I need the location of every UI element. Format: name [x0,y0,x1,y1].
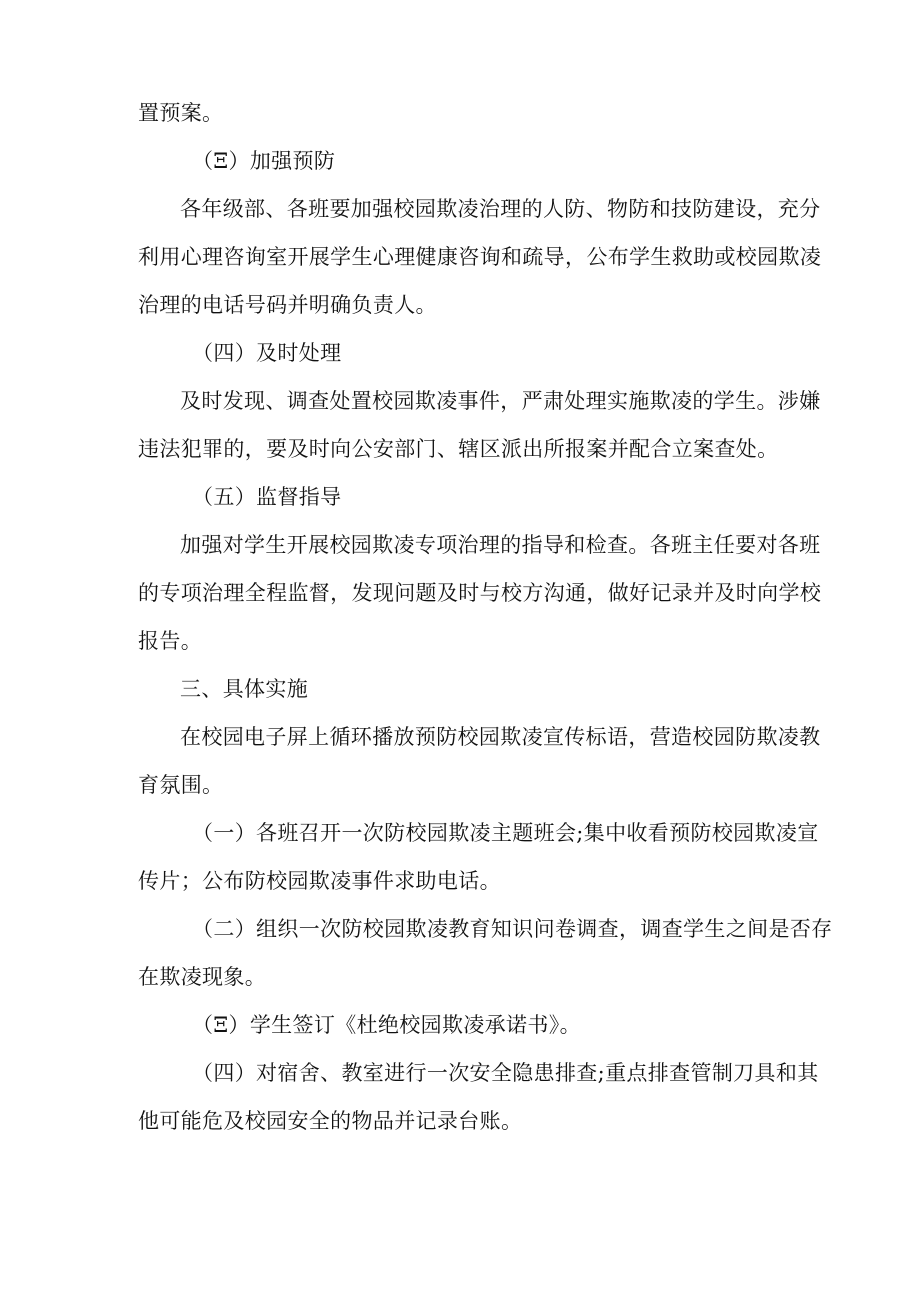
list-item-line: （一）各班召开一次防校园欺凌主题班会;集中收看预防校园欺凌宣 [192,821,819,845]
paragraph-line: 各年级部、各班要加强校园欺凌治理的人防、物防和技防建设，充分 [180,197,821,221]
paragraph-line: 加强对学生开展校园欺凌专项治理的指导和检查。各班主任要对各班 [180,533,821,557]
paragraph-line: 违法犯罪的，要及时向公安部门、辖区派出所报案并配合立案查处。 [138,437,779,461]
list-item-line: （二）组织一次防校园欺凌教育知识问卷调查，调查学生之间是否存 [192,917,833,941]
paragraph-line: 置预案。 [138,101,224,125]
section-heading-prevention: （Ξ）加强预防 [192,149,336,173]
list-item-line: 传片；公布防校园欺凌事件求助电话。 [138,869,501,893]
paragraph-line: 治理的电话号码并明确负责人。 [138,293,437,317]
list-item-line: 在欺凌现象。 [138,965,267,989]
list-item-line: 他可能危及校园安全的物品并记录台账。 [138,1109,523,1133]
paragraph-line: 在校园电子屏上循环播放预防校园欺凌宣传标语，营造校园防欺凌教 [180,725,821,749]
paragraph-line: 利用心理咨询室开展学生心理健康咨询和疏导，公布学生救助或校园欺凌 [138,245,822,269]
list-item-line: （Ξ）学生签订《杜绝校园欺凌承诺书》。 [192,1013,581,1037]
section-heading-handling: （四）及时处理 [192,341,342,365]
list-item-line: （四）对宿舍、教室进行一次安全隐患排查;重点排查管制刀具和其 [192,1061,819,1085]
paragraph-line: 报告。 [138,629,203,653]
section-heading-supervision: （五）监督指导 [192,485,342,509]
paragraph-line: 育氛围。 [138,773,224,797]
section-heading-implementation: 三、具体实施 [180,677,309,701]
paragraph-line: 的专项治理全程监督，发现问题及时与校方沟通，做好记录并及时向学校 [138,581,822,605]
paragraph-line: 及时发现、调查处置校园欺凌事件，严肃处理实施欺凌的学生。涉嫌 [180,389,821,413]
